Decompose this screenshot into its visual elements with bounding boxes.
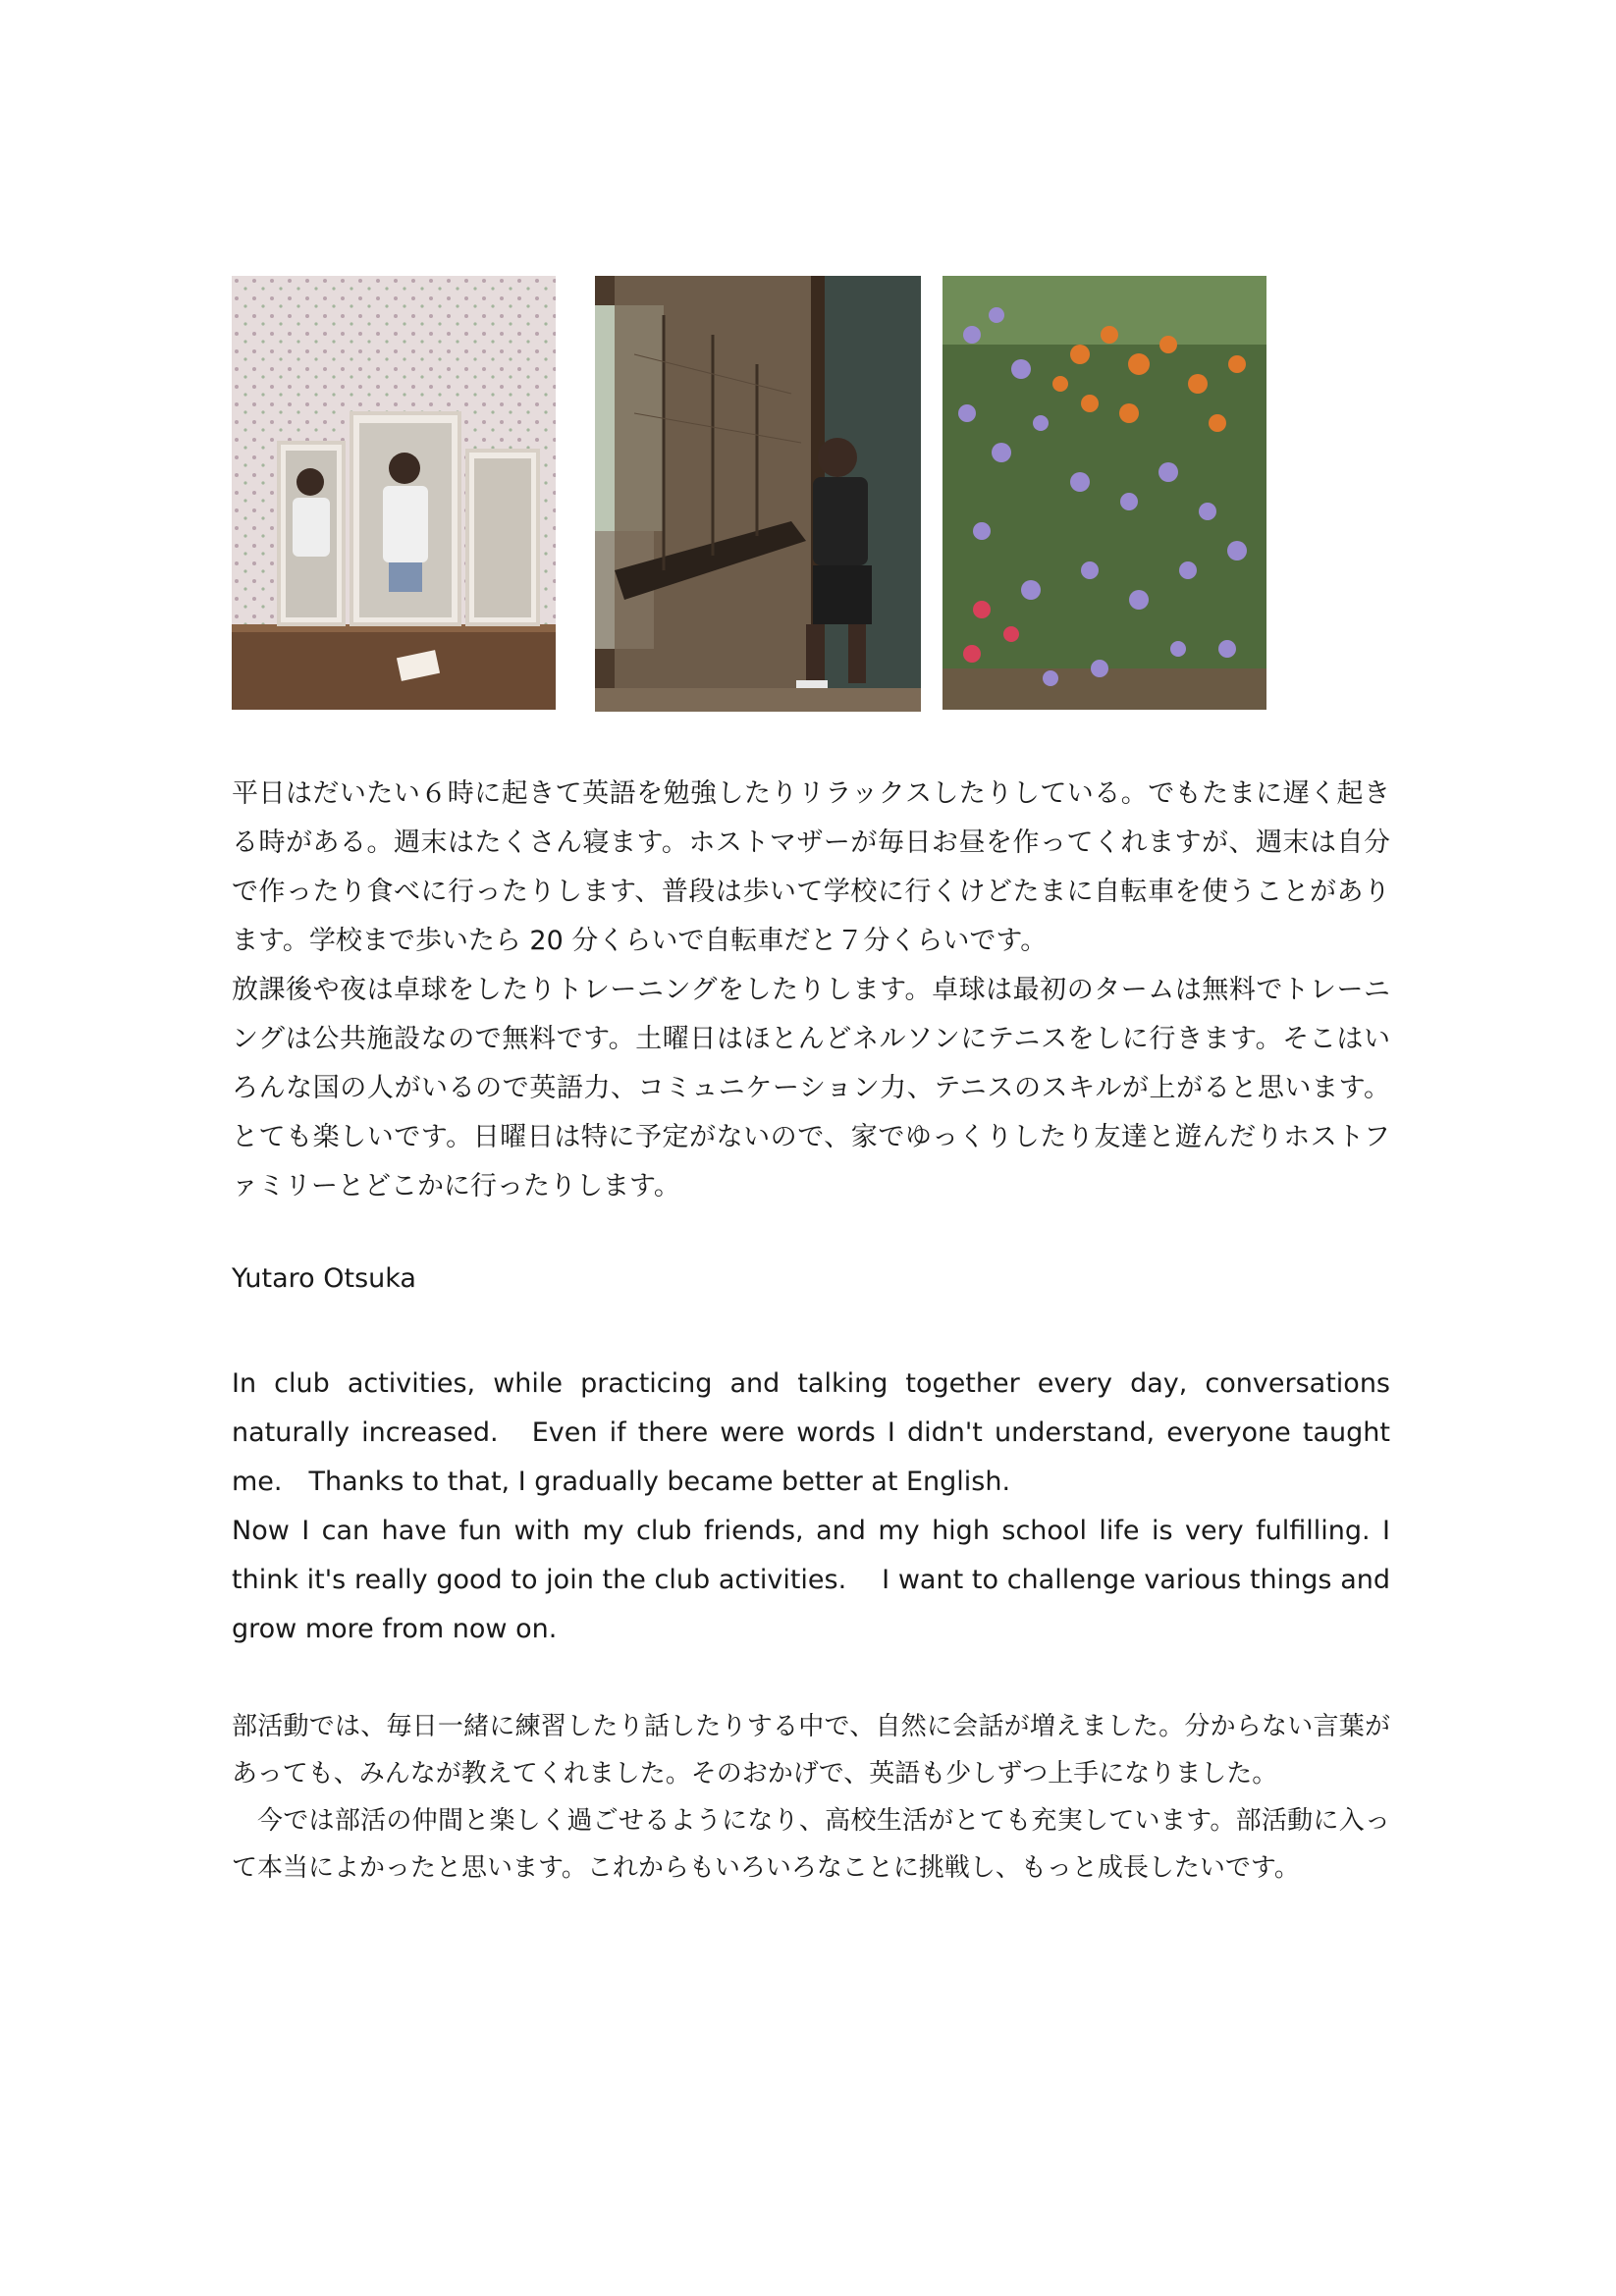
photo-mirror-selfie <box>232 276 556 710</box>
essay-japanese-daily-life <box>232 770 1390 1211</box>
essay-english-club-activities <box>232 1360 1390 1654</box>
flower-garden-image <box>943 276 1266 710</box>
paragraph: Now I can have fun with my club friends, and my high school life is very fulfilling. I think it's really good to join the club activities. I want to challenge various things and grow more from now on. <box>232 1516 1390 1644</box>
essay-japanese-club-activities <box>232 1703 1390 1892</box>
ship-model-image <box>595 276 921 712</box>
mirror-selfie-image <box>232 276 556 710</box>
paragraph: 放課後や夜は卓球をしたりトレーニングをしたりします。卓球は最初のタームは無料でトレーニングは公共施設なので無料です。土曜日はほとんどネルソンにテニスをしに行きます。そこはいろんな国の人がいるので英語力、コミュニケーション力、テニスのスキルが上がると思います。とても楽しいです。日曜日は特に予定がないので、家でゆっくりしたり友達と遊んだりホストファミリーとどこかに行ったりします。 <box>232 975 1390 1201</box>
paragraph: 今では部活の仲間と楽しく過ごせるようになり、高校生活がとても充実しています。部活動に入って本当によかったと思います。これからもいろいろなことに挑戦し、もっと成長したいです。 <box>232 1806 1390 1883</box>
paragraph: 部活動では、毎日一緒に練習したり話したりする中で、自然に会話が増えました。分からない言葉があっても、みんなが教えてくれました。そのおかげで、英語も少しずつ上手になりました。 <box>232 1712 1390 1789</box>
paragraph: 平日はだいたい６時に起きて英語を勉強したりリラックスしたりしている。でもたまに遅く起きる時がある。週末はたくさん寝ます。ホストマザーが毎日お昼を作ってくれますが、週末は自分で作ったり食べに行ったりします、普段は歩いて学校に行くけどたまに自転車を使うことがあります。学校まで歩いたら 20 分くらいで自転車だと７分くらいです。 <box>232 778 1390 956</box>
photo-ship-model <box>595 276 921 712</box>
photo-flower-garden <box>943 276 1266 710</box>
author-name: Yutaro Otsuka <box>232 1263 416 1294</box>
paragraph: In club activities, while practicing and talking together every day, conversations naturally increased. Even if there were words I didn't understand, everyone taught me. Thanks to that, I gradually became better at English. <box>232 1368 1390 1497</box>
